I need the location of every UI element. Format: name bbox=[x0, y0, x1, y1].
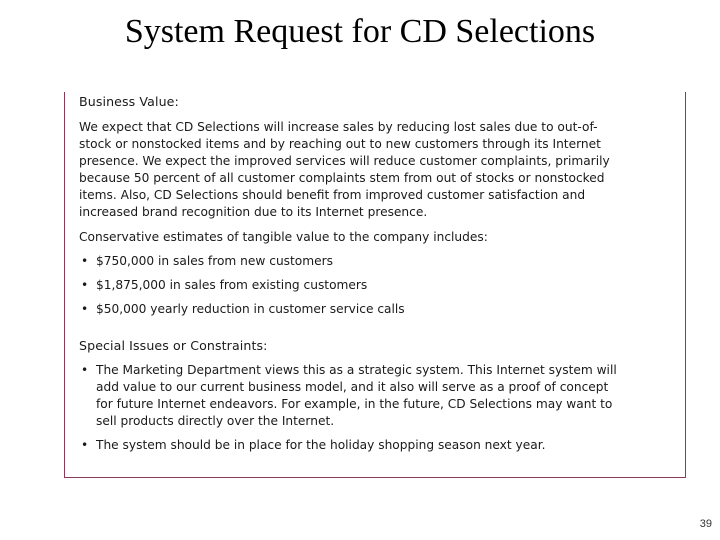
paragraph-line: stock or nonstocked items and by reaching out to new customers through its Internet bbox=[79, 137, 601, 151]
list-item bbox=[79, 253, 631, 270]
list-item-text: $50,000 yearly reduction in customer service calls bbox=[96, 302, 405, 316]
paragraph-line: presence. We expect the improved services will reduce customer complaints, primarily bbox=[79, 154, 610, 168]
list-item bbox=[79, 277, 631, 294]
list-item-text: $1,875,000 in sales from existing customers bbox=[96, 278, 368, 292]
list-item-text: $750,000 in sales from new customers bbox=[96, 254, 333, 268]
tangible-value-list bbox=[79, 253, 631, 318]
list-item-line: The Marketing Department views this as a strategic system. This Internet system will bbox=[96, 363, 617, 377]
page-number: 39 bbox=[699, 518, 712, 530]
paragraph-line: increased brand recognition due to its Internet presence. bbox=[79, 205, 428, 219]
paragraph-line: because 50 percent of all customer complaints stem from out of stocks or nonstocked bbox=[79, 171, 605, 185]
list-item-line: The system should be in place for the holiday shopping season next year. bbox=[96, 438, 546, 452]
paragraph-line: We expect that CD Selections will increase sales by reducing lost sales due to out-of- bbox=[79, 120, 598, 134]
list-item bbox=[79, 301, 631, 318]
list-item-line: add value to our current business model, and it also will serve as a proof of concept bbox=[96, 380, 609, 394]
estimates-intro: Conservative estimates of tangible value to the company includes: bbox=[79, 230, 488, 244]
bullet-icon: • bbox=[81, 278, 89, 292]
special-issues-list bbox=[79, 362, 631, 454]
slide-title: System Request for CD Selections bbox=[124, 13, 596, 50]
list-item-line: for future Internet endeavors. For example, in the future, CD Selections may want to bbox=[96, 397, 613, 411]
bullet-icon: • bbox=[81, 254, 89, 268]
bullet-icon: • bbox=[81, 302, 89, 316]
bullet-icon: • bbox=[81, 363, 89, 377]
list-item bbox=[79, 362, 631, 430]
business-value-paragraph bbox=[79, 119, 631, 221]
system-request-panel bbox=[64, 92, 686, 478]
special-issues-heading: Special Issues or Constraints: bbox=[79, 338, 268, 353]
list-item-line: sell products directly over the Internet. bbox=[96, 414, 335, 428]
bullet-icon: • bbox=[81, 438, 89, 452]
business-value-heading: Business Value: bbox=[79, 94, 179, 109]
list-item bbox=[79, 437, 631, 454]
paragraph-line: items. Also, CD Selections should benefit from improved customer satisfaction and bbox=[79, 188, 586, 202]
